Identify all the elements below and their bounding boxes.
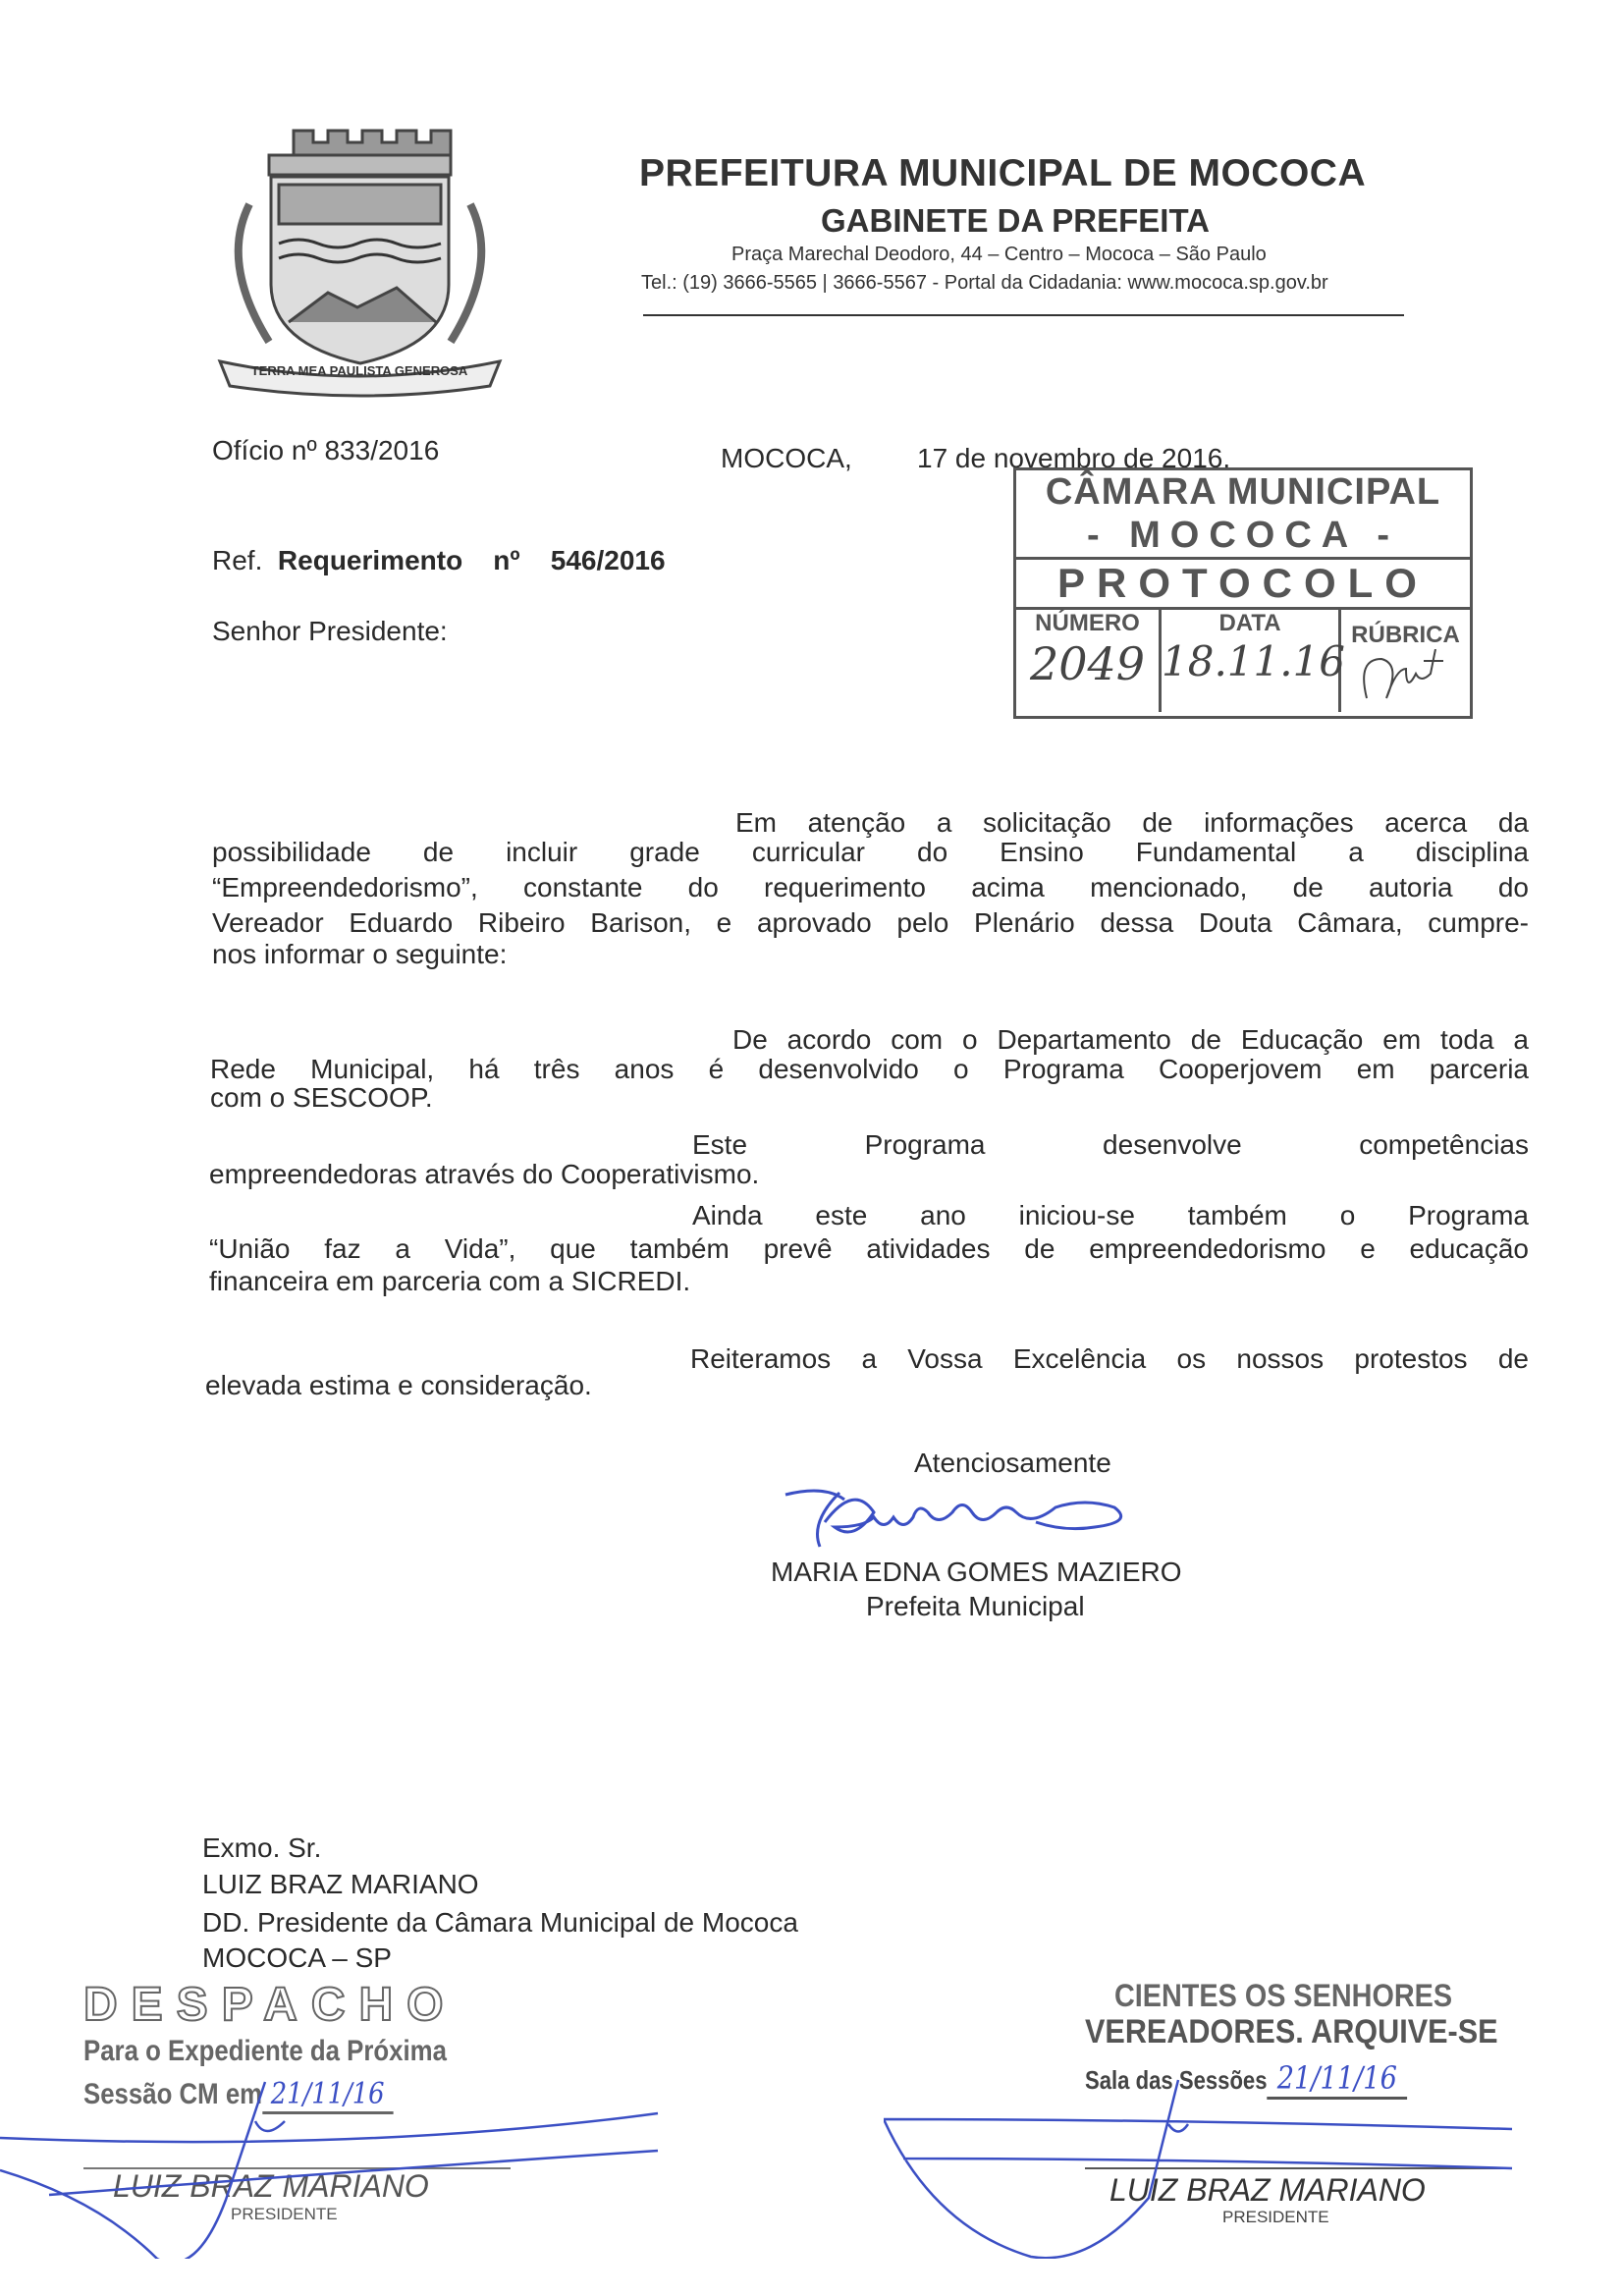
p4-line: financeira em parceria com a SICREDI. xyxy=(209,1266,691,1296)
signer-name: MARIA EDNA GOMES MAZIERO xyxy=(771,1557,1182,1587)
p1-line: nos informar o seguinte: xyxy=(212,939,508,969)
rubrica-signature xyxy=(1347,649,1465,708)
p2-line: com o SESCOOP. xyxy=(210,1082,433,1113)
p1-line: possibilidade de incluir grade curricular do Ensino Fundamental a disciplina xyxy=(212,837,1529,867)
p1-line: Vereador Eduardo Ribeiro Barison, e aprovado pelo Plenário dessa Douta Câmara, cumpre- xyxy=(212,907,1529,938)
cientes-date: 21/11/16 xyxy=(1268,2059,1408,2100)
oficio-number: Ofício nº 833/2016 xyxy=(212,435,440,465)
recipient-line: MOCOCA – SP xyxy=(202,1942,392,1973)
recipient-line: DD. Presidente da Câmara Municipal de Mococa xyxy=(202,1907,798,1938)
recipient-line: Exmo. Sr. xyxy=(202,1832,322,1863)
contact-info: Tel.: (19) 3666-5565 | 3666-5567 - Portal da Cidadania: www.mococa.sp.gov.br xyxy=(641,272,1328,294)
ref-label: Requerimento xyxy=(277,545,463,575)
office-subtitle: GABINETE DA PREFEITA xyxy=(821,202,1211,239)
cientes-session-label: Sala das Sessões xyxy=(1085,2065,1268,2095)
p3-line: empreendedoras através do Cooperativismo. xyxy=(209,1159,760,1189)
p2-line: Rede Municipal, há três anos é desenvolvido o Programa Cooperjovem em parceria xyxy=(210,1054,1529,1084)
stamp-rubrica-label: RÚBRICA xyxy=(1351,622,1460,648)
ref-number: 546/2016 xyxy=(550,545,666,575)
p1-line: Em atenção a solicitação de informações acerca da xyxy=(735,807,1529,838)
president-signature-right xyxy=(884,2062,1571,2259)
cientes-name: LUIZ BRAZ MARIANO xyxy=(1109,2172,1426,2208)
cientes-role: PRESIDENTE xyxy=(1222,2208,1329,2226)
municipal-crest-logo xyxy=(210,116,510,410)
header-divider xyxy=(643,314,1404,316)
p4-line: “União faz a Vida”, que também prevê atividades de empreendedorismo e educação xyxy=(209,1233,1529,1264)
despacho-session-label: Sessão CM em xyxy=(83,2078,263,2110)
closing: Atenciosamente xyxy=(914,1448,1111,1478)
letter-date: 17 de novembro de 2016. xyxy=(917,443,1231,473)
p1-line: “Empreendedorismo”, constante do requerimento acima mencionado, de autoria do xyxy=(212,872,1529,902)
stamp-numero-label: NÚMERO xyxy=(1035,610,1140,636)
stamp-line1: CÂMARA MUNICIPAL xyxy=(1045,471,1441,513)
address: Praça Marechal Deodoro, 44 – Centro – Mococa – São Paulo xyxy=(731,244,1267,265)
despacho-title: DESPACHO xyxy=(83,1979,458,2031)
stamp-data-label: DATA xyxy=(1218,610,1281,636)
p4-line: Ainda este ano iniciou-se também o Programa xyxy=(692,1200,1529,1230)
reference xyxy=(212,545,666,576)
ref-no: nº xyxy=(493,545,520,575)
signer-title: Prefeita Municipal xyxy=(866,1591,1085,1621)
president-signature-left xyxy=(0,2062,687,2259)
p5-line: elevada estima e consideração. xyxy=(205,1370,592,1400)
crest-motto: TERRA MEA PAULISTA GENEROSA xyxy=(250,363,468,378)
city: MOCOCA, xyxy=(721,443,852,473)
stamp-data: 18.11.16 xyxy=(1162,637,1346,685)
stamp-numero: 2049 xyxy=(1029,637,1146,690)
despacho-role: PRESIDENTE xyxy=(231,2205,338,2223)
despacho-date: 21/11/16 xyxy=(262,2077,393,2114)
protocol-stamp xyxy=(1013,467,1473,719)
p5-line: Reiteramos a Vossa Excelência os nossos protestos de xyxy=(690,1343,1529,1374)
recipient-line: LUIZ BRAZ MARIANO xyxy=(202,1869,479,1899)
despacho-name: LUIZ BRAZ MARIANO xyxy=(113,2168,429,2204)
institution-title: PREFEITURA MUNICIPAL DE MOCOCA xyxy=(639,152,1367,194)
despacho-line1: Para o Expediente da Próxima xyxy=(83,2035,447,2067)
salutation: Senhor Presidente: xyxy=(212,616,448,646)
ref-prefix: Ref. xyxy=(212,545,263,575)
cientes-line1: CIENTES OS SENHORES xyxy=(1114,1978,1453,2013)
cientes-line2: VEREADORES. ARQUIVE-SE xyxy=(1085,2013,1498,2050)
mayor-signature xyxy=(781,1483,1232,1561)
stamp-line3: PROTOCOLO xyxy=(1016,560,1470,610)
stamp-line2: - MOCOCA - xyxy=(1086,515,1400,556)
p2-line: De acordo com o Departamento de Educação em toda a xyxy=(732,1024,1529,1055)
p3-line: Este Programa desenvolve competências xyxy=(692,1129,1529,1160)
